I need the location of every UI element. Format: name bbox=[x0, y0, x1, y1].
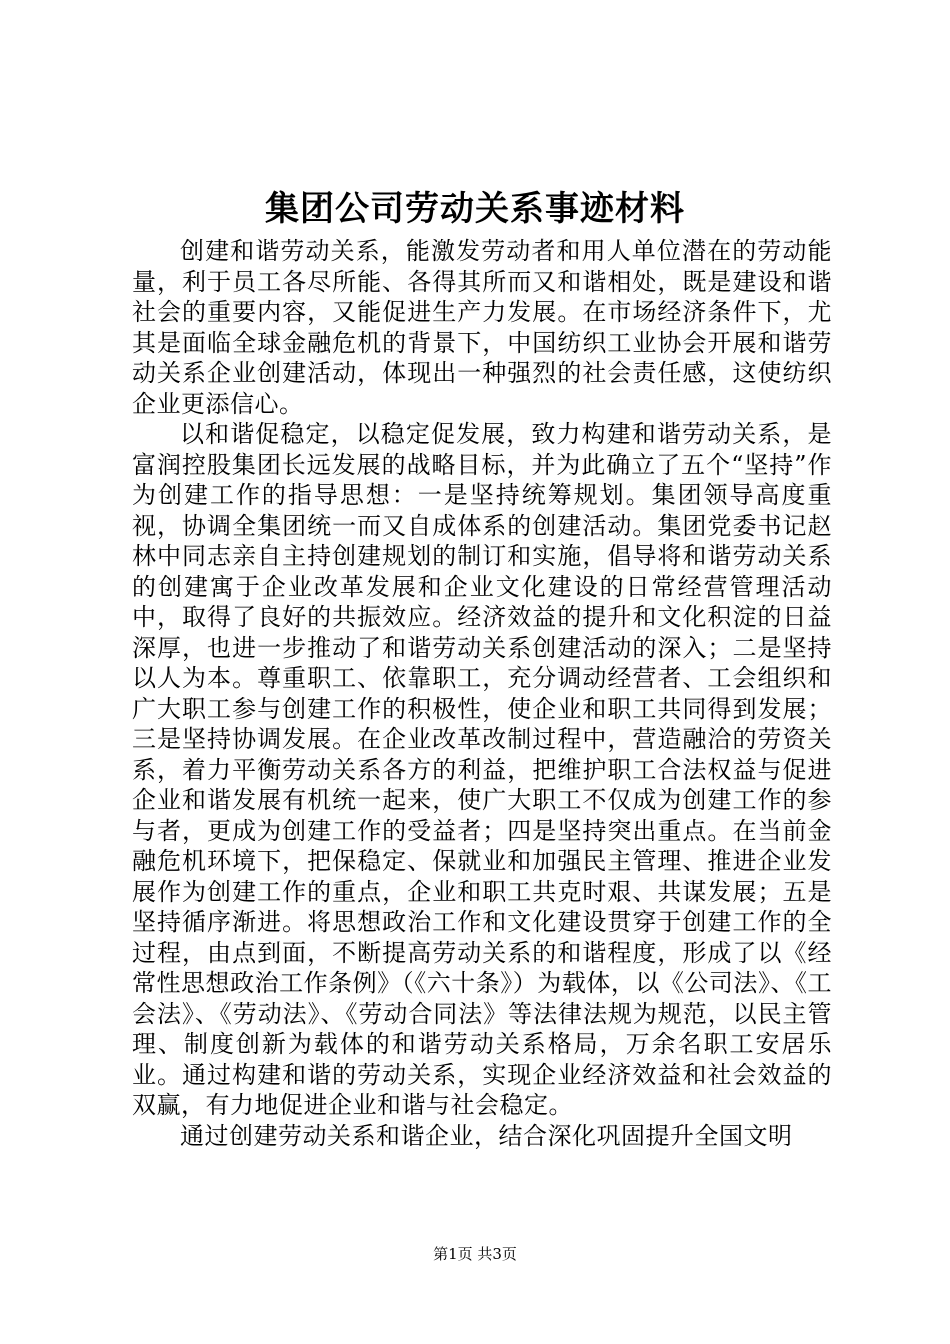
paragraph-3: 通过创建劳动关系和谐企业，结合深化巩固提升全国文明 bbox=[180, 1121, 793, 1150]
paragraph-2: 以和谐促稳定，以稳定促发展，致力构建和谐劳动关系，是富润控股集团长远发展的战略目标，并为此确立了五个“坚持”作为创建工作的指导思想：一是坚持统筹规划。集团领导高度重视，协调全集团统一而又自成体系的创建活动。集团党委书记赵林中同志亲自主持创建规划的制订和实施，倡导将和谐劳动关系的创建寓于企业改革发展和企业文化建设的日常经营管理活动中，取得了良好的共振效应。经济效益的提升和文化积淀的日益深厚，也进一步推动了和谐劳动关系创建活动的深入；二是坚持以人为本。尊重职工、依靠职工，充分调动经营者、工会组织和广大职工参与创建工作的积极性，使企业和职工共同得到发展；三是坚持协调发展。在企业改革改制过程中，营造融洽的劳资关系，着力平衡劳动关系各方的利益，把维护职工合法权益与促进企业和谐发展有机统一起来，使广大职工不仅成为创建工作的参与者，更成为创建工作的受益者；四是坚持突出重点。在当前金融危机环境下，把保稳定、保就业和加强民主管理、推进企业发展作为创建工作的重点，企业和职工共克时艰、共谋发展；五是坚持循序渐进。将思想政治工作和文化建设贯穿于创建工作的全过程，由点到面，不断提高劳动关系的和谐程度，形成了以《经常性思想政治工作条例》（《六十条》）为载体，以《公司法》、《工会法》、《劳动法》、《劳动合同法》等法律法规为规范，以民主管理、制度创新为载体的和谐劳动关系格局，万余名职工安居乐业。通过构建和谐的劳动关系，实现企业经济效益和社会效益的双赢，有力地促进企业和谐与社会稳定。 bbox=[132, 420, 832, 1119]
paragraph-1: 创建和谐劳动关系，能激发劳动者和用人单位潜在的劳动能量，利于员工各尽所能、各得其所而又和谐相处，既是建设和谐社会的重要内容，又能促进生产力发展。在市场经济条件下，尤其是面临全球金融危机的背景下，中国纺织工业协会开展和谐劳动关系企业创建活动，体现出一种强烈的社会责任感，这使纺织企业更添信心。 bbox=[132, 237, 832, 418]
document-body bbox=[132, 236, 832, 1151]
document-title: 集团公司劳动关系事迹材料 bbox=[265, 189, 685, 229]
page-number-footer: 第1页 共3页 bbox=[433, 1245, 517, 1263]
